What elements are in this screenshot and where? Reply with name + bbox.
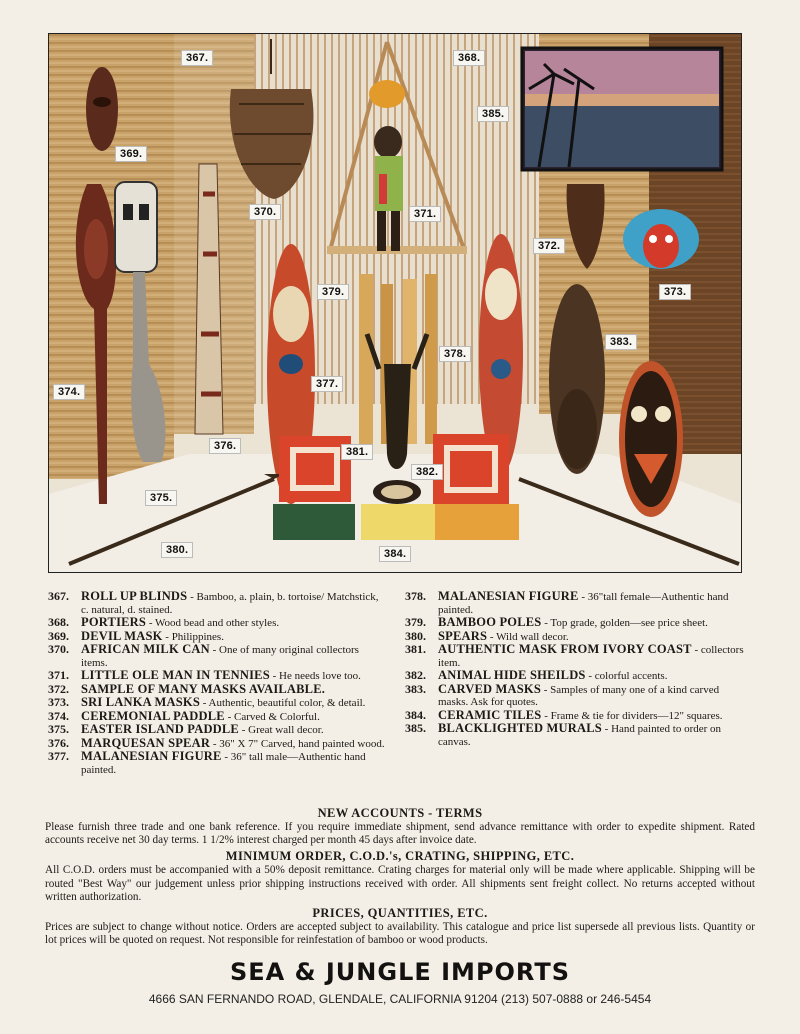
item-name: CEREMONIAL PADDLE: [81, 708, 225, 723]
item-name: SAMPLE OF MANY MASKS AVAILABLE.: [81, 681, 326, 696]
item-number: 370.: [48, 642, 69, 656]
item-number: 367.: [48, 589, 69, 603]
item-description: - Samples of many one of a kind carved masks. Ask for quotes.: [438, 683, 720, 708]
item-name: SPEARS: [438, 628, 488, 643]
company-logo-name: SEA & JUNGLE IMPORTS: [229, 958, 570, 986]
item-number: 379.: [405, 615, 426, 629]
list-item: [48, 696, 388, 710]
item-description: - One of many original collectors items.: [81, 644, 359, 669]
callout-375: 375.: [145, 490, 177, 506]
callout-385: 385.: [477, 106, 509, 122]
callout-384: 384.: [379, 546, 411, 562]
item-name: ANIMAL HIDE SHEILDS: [438, 668, 586, 682]
item-list-left: [48, 590, 388, 776]
item-number: 371.: [48, 668, 69, 682]
callout-367: 367.: [181, 50, 213, 66]
callout-379: 379.: [317, 284, 349, 300]
list-item: [48, 643, 388, 669]
item-number: 375.: [48, 722, 69, 736]
item-number: 368.: [48, 615, 69, 629]
item-name: AUTHENTIC MASK FROM IVORY COAST: [438, 642, 692, 656]
terms-paragraph-orders: All C.O.D. orders must be accompanied with a 50% deposit remittance. Crating charges for material only will be made where applicable. Shipping will be routed "Best Way" our judgement unless prior shipping instructions received with order. All shipments sent freight collect. No returns accepted without written authorization.: [45, 864, 755, 903]
callout-373: 373.: [659, 284, 691, 300]
item-name: BAMBOO POLES: [438, 615, 542, 629]
item-description: - Top grade, golden—see price sheet.: [541, 617, 708, 629]
item-number: 383.: [405, 681, 426, 696]
item-description: - 36" X 7" Carved, hand painted wood.: [210, 737, 385, 750]
item-description: - 36" tall male—Authentic hand painted.: [81, 751, 366, 776]
callout-376: 376.: [209, 438, 241, 454]
item-description: - Carved & Colorful.: [224, 710, 320, 723]
item-description: - Wood bead and other styles.: [146, 617, 280, 629]
item-description: - Authentic, beautiful color, & detail.: [200, 697, 366, 709]
callout-382: 382.: [411, 464, 443, 480]
terms-heading-accounts: NEW ACCOUNTS - TERMS: [317, 806, 483, 820]
list-item: [405, 683, 745, 709]
terms-paragraph-prices: Prices are subject to change without notice. Orders are accepted subject to availability. This catalogue and price list supersede all previous lists. Quantity or lot prices will be quoted on request. Not responsible for reinfestation of bamboo or wood products.: [45, 921, 755, 947]
callout-380: 380.: [161, 542, 193, 558]
list-item: [405, 709, 745, 723]
item-name: ROLL UP BLINDS: [81, 589, 188, 603]
item-description: - Wild wall decor.: [487, 630, 569, 643]
item-description: - 36"tall female—Authentic hand painted.: [438, 591, 729, 616]
list-item: [48, 630, 388, 644]
list-item: [405, 643, 745, 669]
callout-377: 377.: [311, 376, 343, 392]
callout-370: 370.: [249, 204, 281, 220]
list-item: [48, 710, 388, 724]
callout-383: 383.: [605, 334, 637, 350]
item-description: - He needs love too.: [269, 670, 361, 682]
item-name: AFRICAN MILK CAN: [81, 642, 210, 656]
item-number: 382.: [405, 668, 426, 682]
list-item: [48, 750, 388, 776]
item-number: 384.: [405, 707, 426, 722]
terms-heading-orders: MINIMUM ORDER, C.O.D.'s, CRATING, SHIPPING, ETC.: [225, 849, 575, 864]
list-item: [48, 590, 388, 616]
item-name: LITTLE OLE MAN IN TENNIES: [81, 668, 270, 682]
list-item: [405, 669, 745, 683]
item-number: 385.: [405, 721, 426, 735]
item-number: 373.: [48, 695, 69, 709]
item-name: MALANESIAN FIGURE: [438, 589, 579, 603]
callout-368: 368.: [453, 50, 485, 66]
list-item: [48, 616, 388, 630]
list-item: [48, 723, 388, 737]
item-name: SRI LANKA MASKS: [81, 695, 200, 709]
item-name: CARVED MASKS: [438, 681, 542, 696]
terms-section: [45, 806, 755, 949]
item-description: - colorful accents.: [585, 670, 668, 682]
item-number: 378.: [405, 589, 426, 603]
item-name: DEVIL MASK: [81, 628, 163, 643]
item-name: PORTIERS: [81, 615, 147, 629]
item-name: EASTER ISLAND PADDLE: [81, 722, 239, 736]
item-description: - Hand painted to order on canvas.: [438, 723, 722, 748]
item-number: 374.: [48, 708, 69, 723]
item-number: 376.: [48, 735, 69, 750]
callout-374: 374.: [53, 384, 85, 400]
terms-heading-prices: PRICES, QUANTITIES, ETC.: [312, 906, 488, 921]
callout-371: 371.: [409, 206, 441, 222]
list-item: [48, 669, 388, 683]
item-name: CERAMIC TILES: [438, 707, 542, 722]
item-number: 369.: [48, 628, 69, 643]
callout-381: 381.: [341, 444, 373, 460]
callout-369: 369.: [115, 146, 147, 162]
list-item: [48, 737, 388, 751]
list-item: [405, 722, 745, 748]
company-address: 4666 SAN FERNANDO ROAD, GLENDALE, CALIFORNIA 91204 (213) 507-0888 or 246-5454: [148, 992, 652, 1006]
callout-378: 378.: [439, 346, 471, 362]
list-item: [405, 616, 745, 630]
item-number: 380.: [405, 628, 426, 643]
item-name: BLACKLIGHTED MURALS: [438, 721, 602, 735]
item-number: 372.: [48, 681, 69, 696]
callout-372: 372.: [533, 238, 565, 254]
item-list-right: [405, 590, 745, 748]
item-name: MALANESIAN FIGURE: [81, 749, 222, 763]
item-number: 381.: [405, 642, 426, 656]
item-description: - Great wall decor.: [238, 724, 324, 736]
item-description: - Philippines.: [162, 630, 224, 643]
item-description: - collectors item.: [438, 644, 744, 669]
item-name: MARQUESAN SPEAR: [81, 735, 211, 750]
list-item: [48, 683, 388, 697]
catalogue-photo: [48, 33, 742, 573]
item-number: 377.: [48, 749, 69, 763]
item-description: - Frame & tie for dividers—12" squares.: [541, 709, 723, 722]
item-description: - Bamboo, a. plain, b. tortoise/ Matchstick, c. natural, d. stained.: [81, 591, 379, 616]
list-item: [405, 590, 745, 616]
terms-paragraph-accounts: Please furnish three trade and one bank reference. If you require immediate shipment, send advance remittance with order to expedite shipment. Rated accounts receive net 30 day terms. 1 1/2% interest charged per month 45 days after invoice date.: [45, 821, 755, 847]
list-item: [405, 630, 745, 644]
